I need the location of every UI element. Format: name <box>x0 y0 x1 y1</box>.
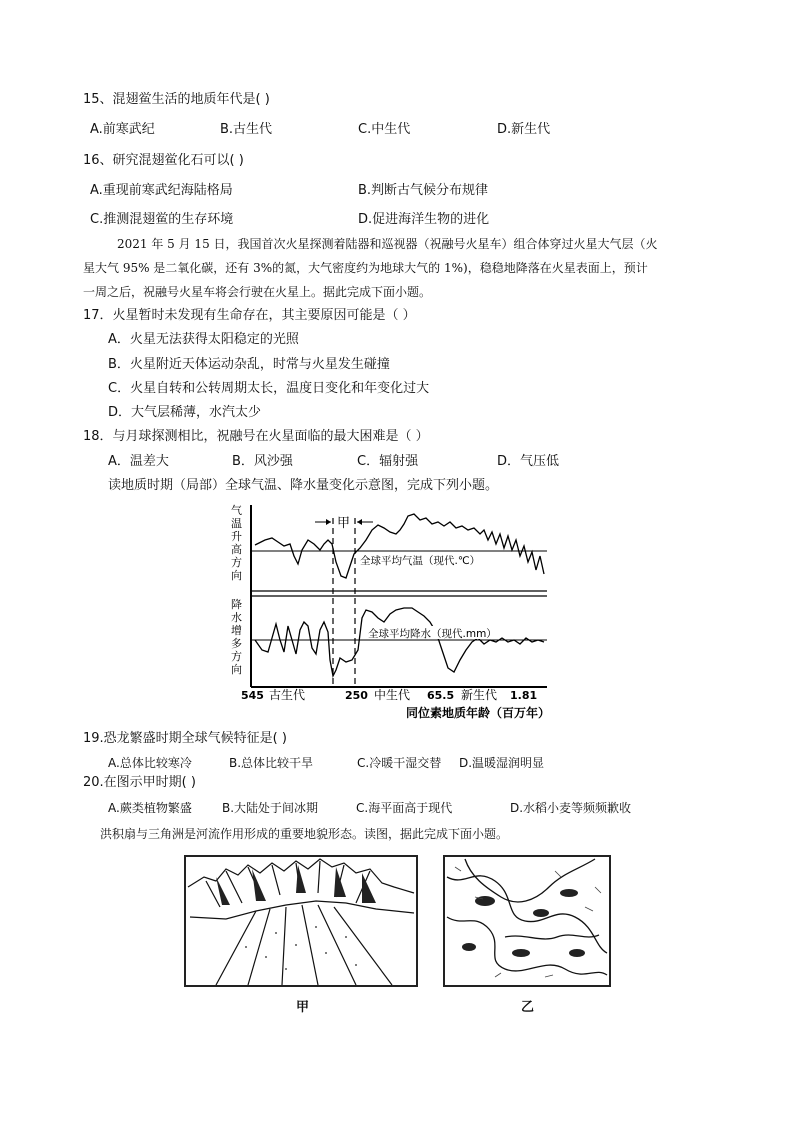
q20-option-d: D.水稻小麦等频频歉收 <box>510 801 632 815</box>
q15-option-c: C.中生代 <box>358 122 411 137</box>
temperature-curve <box>255 514 544 578</box>
q19-option-c: C.冷暖干湿交替 <box>357 756 442 770</box>
alluvial-fan-illustration <box>186 857 416 985</box>
figure-caption-left: 甲 <box>296 1000 310 1015</box>
q19-option-b: B.总体比较干旱 <box>229 756 314 770</box>
q18-stem: 18．与月球探测相比，祝融号在火星面临的最大困难是（ ） <box>83 429 429 444</box>
precipitation-curve <box>255 608 544 676</box>
q18-option-d: D．气压低 <box>497 454 560 469</box>
marker-label: 甲 <box>337 516 351 531</box>
q20-option-c: C.海平面高于现代 <box>356 801 453 815</box>
q18-option-c: C．辐射强 <box>357 454 419 469</box>
q18-option-b: B．风沙强 <box>232 454 293 469</box>
axis-label-char: 升 <box>231 530 242 543</box>
q16-option-d: D.促进海洋生物的进化 <box>358 212 490 227</box>
q15-stem: 15、混翅鲎生活的地质年代是( ) <box>83 92 270 107</box>
axis-label-char: 方 <box>231 650 242 663</box>
svg-text:气温升高方向 <box>231 503 242 582</box>
era-label-mesozoic: 中生代 <box>374 688 411 702</box>
axis-label-char: 向 <box>231 569 242 582</box>
q16-option-b: B.判断古气候分布规律 <box>358 183 489 198</box>
q18-option-a: A．温差大 <box>108 454 169 469</box>
axis-label-char: 降 <box>231 598 242 611</box>
q19-stem: 19.恐龙繁盛时期全球气候特征是( ) <box>83 731 287 746</box>
q19-option-d: D.温暖湿润明显 <box>459 756 545 770</box>
q16-option-c: C.推测混翅鲎的生存环境 <box>90 212 234 227</box>
q20-option-b: B.大陆处于间冰期 <box>222 801 319 815</box>
x-axis-title: 同位素地质年龄（百万年） <box>406 706 551 720</box>
climate-chart <box>220 500 560 722</box>
alluvial-fan-figure <box>184 855 418 987</box>
delta-illustration <box>445 857 609 985</box>
axis-label-char: 方 <box>231 556 242 569</box>
delta-figure <box>443 855 611 987</box>
mars-passage-line1: 2021 年 5 月 15 日，我国首次火星探测着陆器和巡视器（祝融号火星车）组合体穿过火星大气层（火 <box>117 237 658 251</box>
marker-arrow-right-head <box>357 519 362 525</box>
q16-stem: 16、研究混翅鲎化石可以( ) <box>83 153 244 168</box>
axis-label-char: 高 <box>231 543 242 556</box>
q16-option-a: A.重现前寒武纪海陆格局 <box>90 183 233 198</box>
figure-caption-right: 乙 <box>521 1000 535 1015</box>
q15-option-b: B.古生代 <box>220 122 273 137</box>
precip-ref-label: 全球平均降水（现代.mm） <box>368 628 497 640</box>
tick-label-545: 545 <box>241 689 264 702</box>
axis-label-char: 增 <box>231 624 242 637</box>
temp-ref-label: 全球平均气温（现代.℃） <box>360 555 481 567</box>
q20-stem: 20.在图示甲时期( ) <box>83 775 196 790</box>
axis-label-char: 向 <box>231 663 242 676</box>
axis-label-char: 水 <box>231 611 242 624</box>
axis-label-char: 多 <box>231 637 242 650</box>
q15-option-d: D.新生代 <box>497 122 551 137</box>
tick-label-65: 65.5 <box>427 689 455 702</box>
temp-axis-label <box>231 503 242 582</box>
q15-option-a: A.前寒武纪 <box>90 122 155 137</box>
axis-label-char: 气 <box>231 504 242 517</box>
q17-option-b: B．火星附近天体运动杂乱，时常与火星发生碰撞 <box>108 357 390 372</box>
era-label-paleozoic: 古生代 <box>269 688 306 702</box>
q17-option-c: C．火星自转和公转周期太长，温度日变化和年变化过大 <box>108 381 430 396</box>
q17-option-d: D．大气层稀薄，水汽太少 <box>108 405 262 420</box>
q19-option-a: A.总体比较寒冷 <box>108 756 192 770</box>
tick-label-1.81: 1.81 <box>510 689 538 702</box>
axis-label-char: 温 <box>231 517 242 530</box>
landform-passage: 洪积扇与三角洲是河流作用形成的重要地貌形态。读图，据此完成下面小题。 <box>100 827 509 841</box>
q17-option-a: A．火星无法获得太阳稳定的光照 <box>108 332 299 347</box>
tick-label-250: 250 <box>345 689 368 702</box>
chart-intro: 读地质时期（局部）全球气温、降水量变化示意图，完成下列小题。 <box>108 478 499 493</box>
mars-passage-line3: 一周之后，祝融号火星车将会行驶在火星上。据此完成下面小题。 <box>83 285 432 299</box>
mars-passage-line2: 星大气 95% 是二氧化碳，还有 3%的氮，大气密度约为地球大气的 1%)，稳稳地降落在火星表面上，预计 <box>83 261 648 275</box>
svg-text:降水增多方向 <box>231 597 242 676</box>
q17-stem: 17．火星暂时未发现有生命存在，其主要原因可能是（ ） <box>83 308 416 323</box>
precip-axis-label <box>231 597 242 676</box>
marker-arrow-left-head <box>326 519 331 525</box>
era-label-cenozoic: 新生代 <box>461 688 498 702</box>
q20-option-a: A.蕨类植物繁盛 <box>108 801 192 815</box>
